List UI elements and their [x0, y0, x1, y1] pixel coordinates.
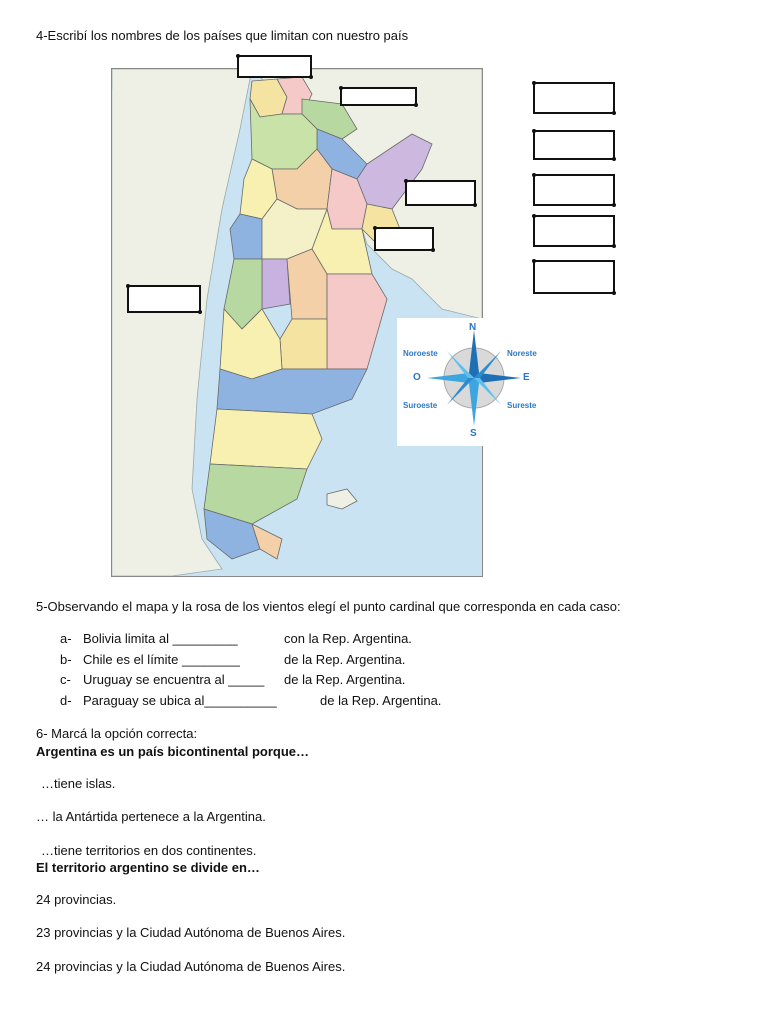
q5-item-b-letter: b- — [60, 652, 72, 667]
compass-north-label: N — [469, 322, 477, 333]
answer-box-map-northeast[interactable] — [340, 87, 417, 106]
q6-option-antarctica[interactable]: … la Antártida pertenece a la Argentina. — [36, 809, 266, 824]
answer-box-map-top[interactable] — [237, 55, 312, 78]
compass-southeast-label: Sureste — [507, 401, 537, 410]
q6-option-islands[interactable]: …tiene islas. — [41, 776, 116, 791]
q5-item-a-letter: a- — [60, 631, 72, 646]
q5-item-d-text: Paraguay se ubica al__________ — [83, 693, 277, 708]
q5-item-c-end: de la Rep. Argentina. — [284, 672, 406, 687]
compass-east-label: E — [523, 372, 530, 383]
compass-northwest-label: Noroeste — [403, 349, 438, 358]
q5-item-c-text: Uruguay se encuentra al _____ — [83, 672, 265, 687]
q6-option-two-continents[interactable]: …tiene territorios en dos continentes. — [41, 843, 257, 858]
answer-box-right-3[interactable] — [533, 174, 615, 206]
question-6-title: 6- Marcá la opción correcta: — [36, 726, 198, 741]
q6-option-24-provinces-caba[interactable]: 24 provincias y la Ciudad Autónoma de Buenos Aires. — [36, 959, 346, 974]
q5-item-a-end: con la Rep. Argentina. — [284, 631, 412, 646]
q5-item-d-end: de la Rep. Argentina. — [320, 693, 442, 708]
answer-box-right-4[interactable] — [533, 215, 615, 247]
answer-box-right-2[interactable] — [533, 130, 615, 160]
q5-item-b-text: Chile es el límite ________ — [83, 652, 240, 667]
compass-southwest-label: Suroeste — [403, 401, 438, 410]
q5-item-c-letter: c- — [60, 672, 71, 687]
q5-item-d-letter: d- — [60, 693, 72, 708]
q5-item-a-text: Bolivia limita al _________ — [83, 631, 238, 646]
compass-rose — [397, 318, 537, 446]
question-4-title: 4-Escribí los nombres de los países que limitan con nuestro país — [36, 28, 409, 43]
question-5-title: 5-Observando el mapa y la rosa de los vientos elegí el punto cardinal que corresponda en cada caso: — [36, 599, 621, 614]
q6-option-24-provinces[interactable]: 24 provincias. — [36, 892, 117, 907]
q5-item-b-end: de la Rep. Argentina. — [284, 652, 406, 667]
q6-prompt-division: El territorio argentino se divide en… — [36, 860, 260, 875]
answer-box-map-east[interactable] — [405, 180, 476, 206]
compass-northeast-label: Noreste — [507, 349, 537, 358]
q6-prompt-bicontinental: Argentina es un país bicontinental porque… — [36, 744, 310, 759]
answer-box-right-1[interactable] — [533, 82, 615, 114]
compass-west-label: O — [413, 372, 421, 383]
answer-box-map-southeast[interactable] — [374, 227, 434, 251]
answer-box-map-west[interactable] — [127, 285, 201, 313]
answer-box-right-5[interactable] — [533, 260, 615, 294]
q6-option-23-provinces-caba[interactable]: 23 provincias y la Ciudad Autónoma de Buenos Aires. — [36, 925, 346, 940]
compass-south-label: S — [470, 428, 477, 439]
